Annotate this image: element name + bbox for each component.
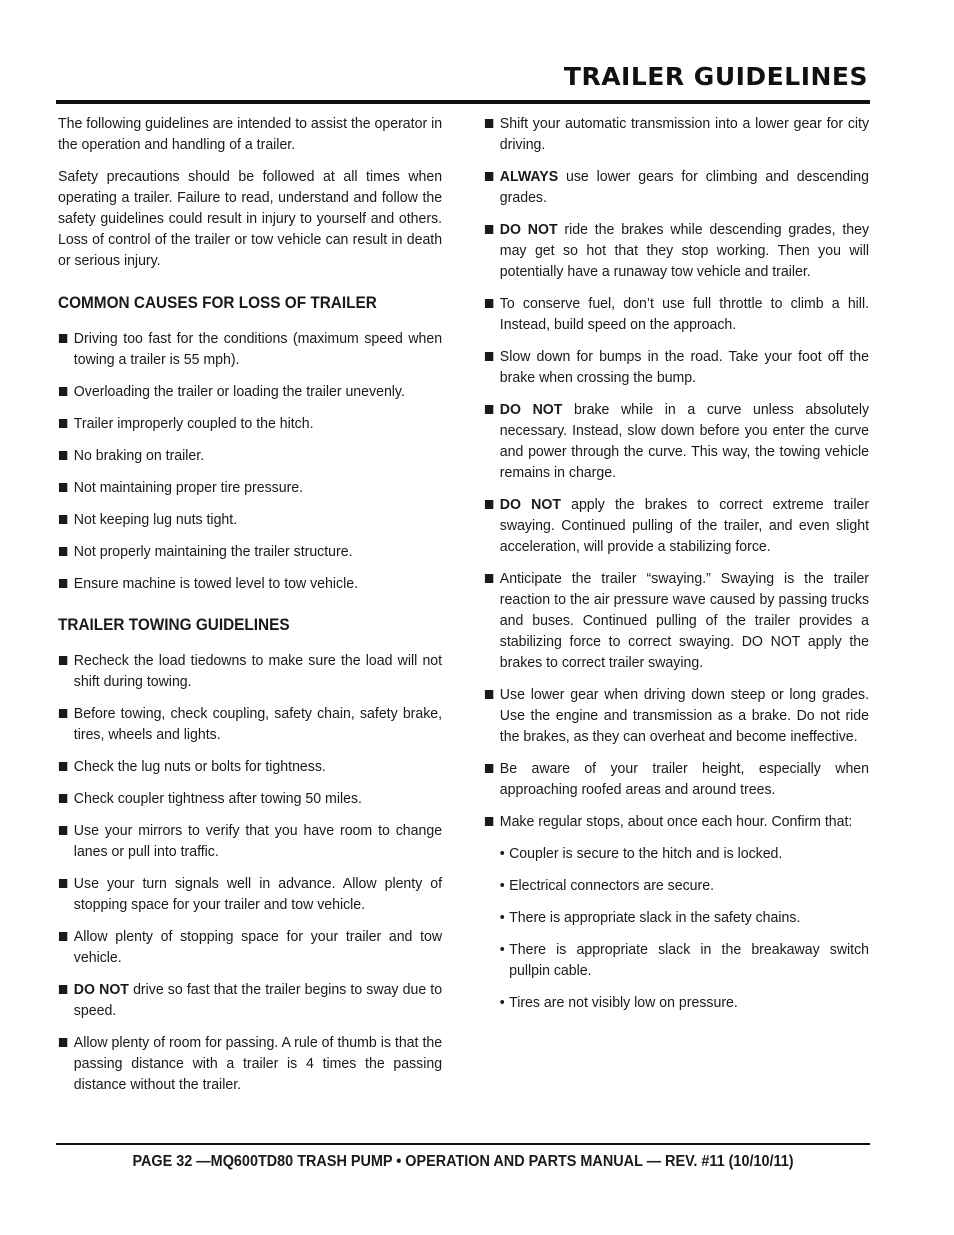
- left-column: [58, 113, 442, 1106]
- square-bullet-icon: [485, 172, 493, 181]
- square-bullet-icon: [59, 547, 67, 556]
- square-bullet-icon: [485, 299, 493, 308]
- list-item: DO NOT ride the brakes while descending grades, they may get so hot that they stop working. Then you will potentially have a runaway tow vehicle and trailer.: [484, 219, 869, 282]
- list-item: No braking on trailer.: [58, 445, 442, 466]
- list-item: Slow down for bumps in the road. Take your foot off the brake when crossing the bump.: [484, 346, 869, 388]
- list-item: Check coupler tightness after towing 50 miles.: [58, 788, 442, 809]
- list-item: Anticipate the trailer “swaying.” Swaying is the trailer reaction to the air pressure wave caused by passing trucks and buses. Continued pulling of the trailer provides a stabilizing force to correct swaying. DO NOT apply the brakes to correct trailer swaying.: [484, 568, 869, 673]
- square-bullet-icon: [59, 579, 67, 588]
- intro-paragraph: The following guidelines are intended to assist the operator in the operation and handling of a trailer.: [58, 115, 443, 153]
- bullet-dot-icon: •: [499, 941, 505, 958]
- square-bullet-icon: [59, 762, 67, 771]
- list-item: Recheck the load tiedowns to make sure the load will not shift during towing.: [58, 650, 442, 692]
- list-item: Allow plenty of stopping space for your trailer and tow vehicle.: [58, 926, 442, 968]
- list-item: Driving too fast for the conditions (maximum speed when towing a trailer is 55 mph).: [58, 328, 442, 370]
- sub-list-item: • There is appropriate slack in the safety chains.: [499, 909, 801, 926]
- square-bullet-icon: [59, 483, 67, 492]
- bullet-dot-icon: •: [499, 845, 505, 862]
- list-item: To conserve fuel, don’t use full throttle to climb a hill. Instead, build speed on the approach.: [484, 293, 869, 335]
- square-bullet-icon: [59, 794, 67, 803]
- square-bullet-icon: [485, 817, 493, 826]
- list-item: Trailer improperly coupled to the hitch.: [58, 413, 442, 434]
- list-item: Not properly maintaining the trailer structure.: [58, 541, 442, 562]
- square-bullet-icon: [59, 1038, 67, 1047]
- list-item: ALWAYS use lower gears for climbing and descending grades.: [484, 166, 869, 208]
- list-item: Make regular stops, about once each hour. Confirm that:: [484, 811, 869, 832]
- sub-list-item: • Coupler is secure to the hitch and is locked.: [499, 845, 783, 862]
- square-bullet-icon: [59, 985, 67, 994]
- bullet-dot-icon: •: [499, 909, 505, 926]
- square-bullet-icon: [59, 932, 67, 941]
- list-item: Allow plenty of room for passing. A rule of thumb is that the passing distance with a trailer is 4 times the passing distance without the trailer.: [58, 1032, 442, 1095]
- section-heading-towing: TRAILER TOWING GUIDELINES: [58, 616, 290, 634]
- square-bullet-icon: [485, 405, 493, 414]
- square-bullet-icon: [59, 334, 67, 343]
- list-item: Be aware of your trailer height, especially when approaching roofed areas and around trees.: [484, 758, 869, 800]
- sub-list-item: • Tires are not visibly low on pressure.: [499, 994, 738, 1011]
- list-item: Use lower gear when driving down steep or long grades. Use the engine and transmission as a brake. Do not ride the brakes, as they can overheat and become ineffective.: [484, 684, 869, 747]
- square-bullet-icon: [59, 709, 67, 718]
- sub-list-item: • Electrical connectors are secure.: [499, 877, 715, 894]
- list-item: Use your turn signals well in advance. Allow plenty of stopping space for your trailer and tow vehicle.: [58, 873, 442, 915]
- square-bullet-icon: [485, 764, 493, 773]
- list-item: Check the lug nuts or bolts for tightness.: [58, 756, 442, 777]
- bullet-dot-icon: •: [499, 994, 505, 1011]
- square-bullet-icon: [485, 225, 493, 234]
- list-item: Before towing, check coupling, safety chain, safety brake, tires, wheels and lights.: [58, 703, 442, 745]
- square-bullet-icon: [59, 387, 67, 396]
- square-bullet-icon: [485, 119, 493, 128]
- square-bullet-icon: [59, 419, 67, 428]
- list-item: Overloading the trailer or loading the trailer unevenly.: [58, 381, 442, 402]
- square-bullet-icon: [59, 879, 67, 888]
- sub-list-item: • There is appropriate slack in the breakaway switch pullpin cable.: [499, 941, 870, 979]
- square-bullet-icon: [485, 352, 493, 361]
- square-bullet-icon: [485, 500, 493, 509]
- square-bullet-icon: [59, 515, 67, 524]
- list-item: Not keeping lug nuts tight.: [58, 509, 442, 530]
- list-item: DO NOT brake while in a curve unless absolutely necessary. Instead, slow down before you enter the curve and power through the curve. This way, the towing vehicle remains in charge.: [484, 399, 869, 483]
- square-bullet-icon: [59, 656, 67, 665]
- page-title: TRAILER GUIDELINES: [563, 62, 868, 91]
- header-rule: [56, 100, 870, 104]
- square-bullet-icon: [59, 451, 67, 460]
- right-column: [484, 113, 869, 1024]
- list-item: Shift your automatic transmission into a lower gear for city driving.: [484, 113, 869, 155]
- footer-rule: [56, 1143, 870, 1145]
- square-bullet-icon: [485, 574, 493, 583]
- list-item: DO NOT apply the brakes to correct extreme trailer swaying. Continued pulling of the trailer, and even slight acceleration, will provide a stabilizing force.: [484, 494, 869, 557]
- safety-paragraph: Safety precautions should be followed at all times when operating a trailer. Failure to read, understand and follow the safety guidelines could result in injury to yourself and others. Loss of control of the trailer or tow vehicle can result in death or serious injury.: [58, 168, 443, 269]
- square-bullet-icon: [485, 690, 493, 699]
- list-item: Ensure machine is towed level to tow vehicle.: [58, 573, 442, 594]
- page-footer: PAGE 32 —MQ600TD80 TRASH PUMP • OPERATION AND PARTS MANUAL — REV. #11 (10/10/11): [132, 1153, 794, 1170]
- list-item: Not maintaining proper tire pressure.: [58, 477, 442, 498]
- bullet-dot-icon: •: [499, 877, 505, 894]
- square-bullet-icon: [59, 826, 67, 835]
- section-heading-causes: COMMON CAUSES FOR LOSS OF TRAILER: [58, 294, 377, 312]
- list-item: DO NOT drive so fast that the trailer begins to sway due to speed.: [58, 979, 442, 1021]
- list-item: Use your mirrors to verify that you have room to change lanes or pull into traffic.: [58, 820, 442, 862]
